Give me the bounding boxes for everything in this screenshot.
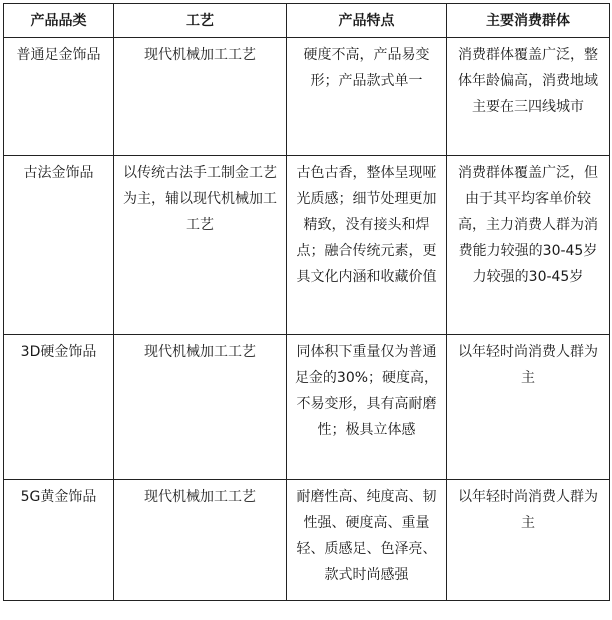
header-features: 产品特点	[287, 4, 447, 38]
cell-category: 普通足金饰品	[4, 38, 114, 156]
cell-consumers: 以年轻时尚消费人群为主	[447, 480, 610, 601]
table-row	[4, 335, 610, 480]
cell-consumers: 以年轻时尚消费人群为主	[447, 335, 610, 480]
header-row	[4, 4, 610, 38]
cell-features: 古色古香，整体呈现哑光质感；细节处理更加精致，没有接头和焊点；融合传统元素，更具文化内涵和收藏价值	[287, 156, 447, 335]
cell-process: 现代机械加工工艺	[114, 38, 287, 156]
cell-consumers: 消费群体覆盖广泛，整体年龄偏高，消费地域主要在三四线城市	[447, 38, 610, 156]
cell-features: 硬度不高，产品易变形；产品款式单一	[287, 38, 447, 156]
cell-category: 3D硬金饰品	[4, 335, 114, 480]
table-row	[4, 480, 610, 601]
cell-category: 古法金饰品	[4, 156, 114, 335]
cell-process: 现代机械加工工艺	[114, 480, 287, 601]
cell-consumers: 消费群体覆盖广泛，但由于其平均客单价较高，主力消费人群为消费能力较强的30-45岁力较强的30-45岁	[447, 156, 610, 335]
header-category: 产品品类	[4, 4, 114, 38]
table-row	[4, 156, 610, 335]
header-consumers: 主要消费群体	[447, 4, 610, 38]
header-process: 工艺	[114, 4, 287, 38]
cell-features: 同体积下重量仅为普通足金的30%；硬度高，不易变形，具有高耐磨性；极具立体感	[287, 335, 447, 480]
cell-features: 耐磨性高、纯度高、韧性强、硬度高、重量轻、质感足、色泽亮、款式时尚感强	[287, 480, 447, 601]
product-comparison-table	[3, 3, 610, 601]
table-row	[4, 38, 610, 156]
cell-category: 5G黄金饰品	[4, 480, 114, 601]
cell-process: 现代机械加工工艺	[114, 335, 287, 480]
cell-process: 以传统古法手工制金工艺为主，辅以现代机械加工工艺	[114, 156, 287, 335]
